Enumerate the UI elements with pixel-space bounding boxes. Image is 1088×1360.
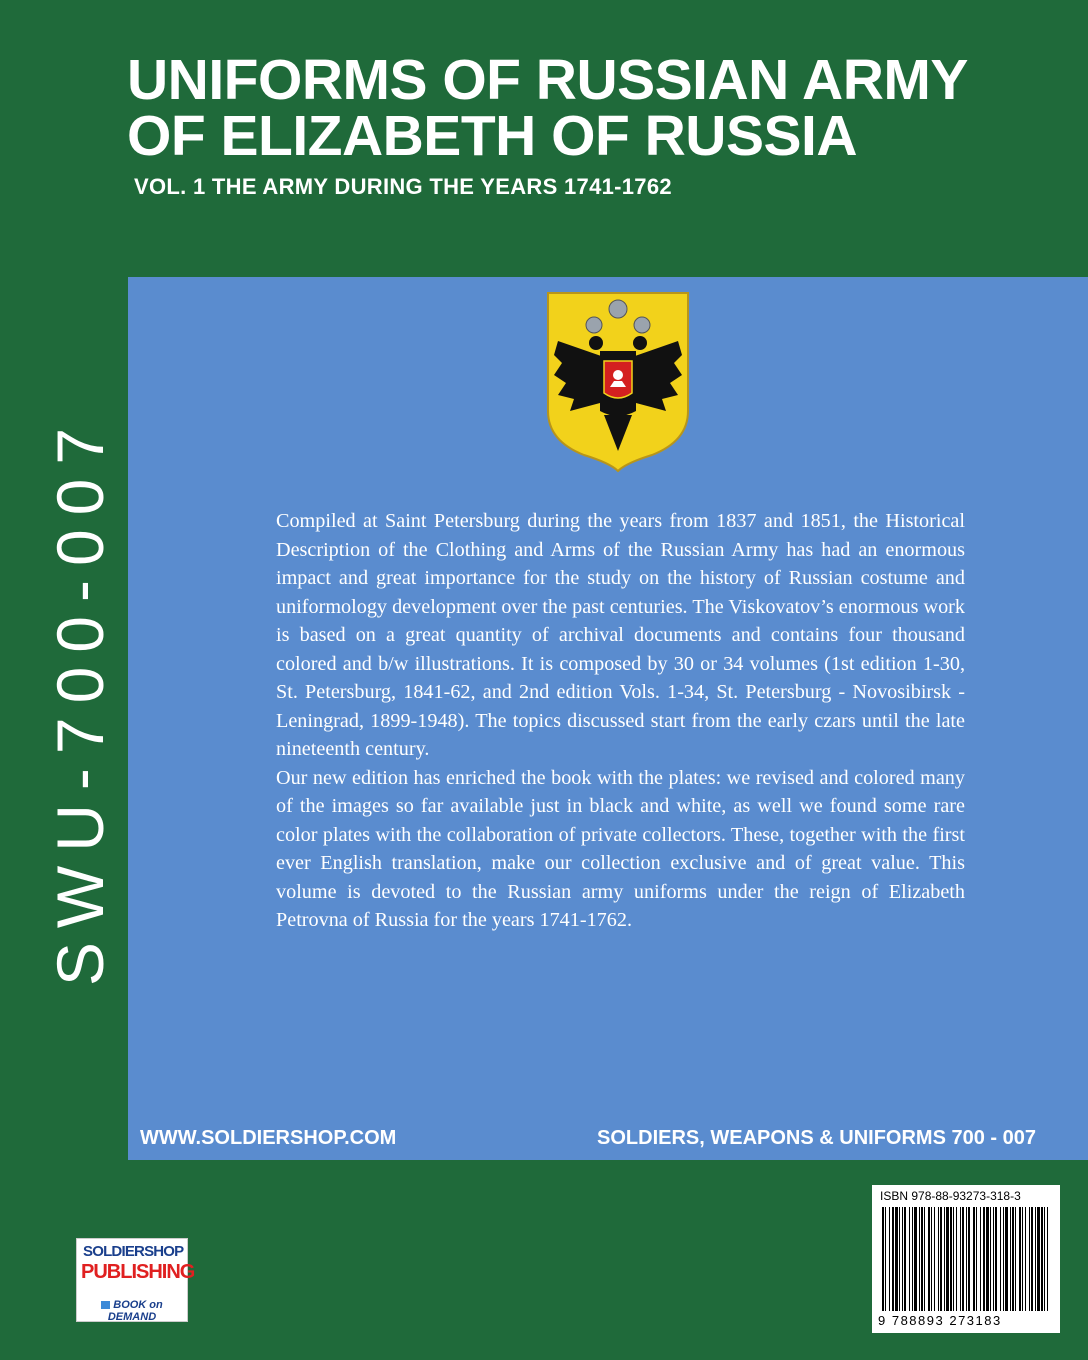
barcode-bar: [892, 1207, 894, 1311]
barcode-bar: [986, 1207, 989, 1311]
barcode-bar: [946, 1207, 949, 1311]
description-paragraph-1: Compiled at Saint Petersburg during the years from 1837 and 1851, the Historical Description of the Clothing and Arms of the Russian Army has had an enormous impact and great importance for the study on the history of Russian costume and uniformology development over the past centuries. The Viskovatov’s enormous work is based on a great quantity of archival documents and contains four thousand colored and b/w illustrations. It is composed by 30 or 34 volumes (1st edition 1-30, St. Petersburg, 1841-62, and 2nd edition Vols. 1-34, St. Petersburg - Novosibirsk - Leningrad, 1899-1948). The topics discussed start from the early czars until the late nineteenth century.: [276, 510, 965, 760]
barcode-bar: [1047, 1207, 1048, 1311]
barcode-bar: [1037, 1207, 1040, 1311]
barcode-bar: [993, 1207, 994, 1311]
barcode-bar: [950, 1207, 952, 1311]
barcode-bar: [1015, 1207, 1016, 1311]
logo-line-3-text: BOOK on DEMAND: [107, 1299, 163, 1323]
barcode-bar: [968, 1207, 970, 1311]
barcode-bar: [976, 1207, 977, 1311]
barcode-bar: [924, 1207, 925, 1311]
barcode-bar: [983, 1207, 985, 1311]
barcode-bar: [909, 1207, 910, 1311]
barcode-bar: [921, 1207, 923, 1311]
barcode-bar: [973, 1207, 975, 1311]
isbn-barcode: [872, 1185, 1060, 1333]
barcode-bar: [882, 1207, 884, 1311]
barcode-bar: [885, 1207, 886, 1311]
barcode-bar: [1019, 1207, 1021, 1311]
russian-coat-of-arms-emblem: [544, 291, 692, 473]
book-description: [276, 507, 965, 935]
barcode-bar: [889, 1207, 890, 1311]
series-label: SOLDIERS, WEAPONS & UNIFORMS 700 - 007: [597, 1127, 1036, 1149]
barcode-bar: [956, 1207, 957, 1311]
barcode-bar: [914, 1207, 917, 1311]
barcode-bar: [1031, 1207, 1033, 1311]
barcode-bar: [904, 1207, 906, 1311]
barcode-bar: [1012, 1207, 1014, 1311]
barcode-bar: [912, 1207, 913, 1311]
barcode-bar: [962, 1207, 964, 1311]
barcode-bar: [919, 1207, 920, 1311]
description-paragraph-2: Our new edition has enriched the book with the plates: we revised and colored many of the images so far available just in black and white, as well we found some rare color plates with the collaboration of private collectors. These, together with the first ever English translation, make our collection exclusive and of great value. This volume is devoted to the Russian army uniforms under the reign of Elizabeth Petrovna of Russia for the years 1741-1762.: [276, 766, 965, 931]
barcode-bar: [902, 1207, 903, 1311]
logo-line-3: [81, 1299, 183, 1323]
barcode-bar: [966, 1207, 967, 1311]
spine-code-text: SWU-700-007: [43, 413, 117, 987]
barcode-bar: [1000, 1207, 1001, 1311]
logo-line-1: SOLDIERSHOP: [83, 1243, 184, 1260]
description-panel: [128, 277, 1088, 1160]
book-icon: [101, 1301, 110, 1309]
logo-line-2: PUBLISHING: [81, 1261, 195, 1283]
barcode-bar: [940, 1207, 942, 1311]
barcode-bar: [1035, 1207, 1036, 1311]
barcode-bar: [995, 1207, 997, 1311]
barcode-bar: [944, 1207, 945, 1311]
title-line-2: OF ELIZABETH OF RUSSIA: [127, 104, 857, 168]
barcode-bar: [960, 1207, 961, 1311]
barcode-bars: [880, 1207, 1052, 1311]
barcode-bar: [1022, 1207, 1023, 1311]
barcode-bar: [1029, 1207, 1030, 1311]
barcode-bar: [899, 1207, 900, 1311]
barcode-bar: [990, 1207, 991, 1311]
cover-title: [127, 48, 1057, 168]
barcode-bar: [953, 1207, 954, 1311]
ean-digits: 9 788893 273183: [878, 1313, 1002, 1328]
barcode-bar: [980, 1207, 981, 1311]
barcode-bar: [928, 1207, 930, 1311]
barcode-bar: [1044, 1207, 1045, 1311]
barcode-bar: [1025, 1207, 1026, 1311]
barcode-bar: [1010, 1207, 1011, 1311]
barcode-bar: [931, 1207, 932, 1311]
cover-subtitle: VOL. 1 THE ARMY DURING THE YEARS 1741-1762: [134, 174, 672, 199]
barcode-bar: [895, 1207, 898, 1311]
barcode-bar: [1005, 1207, 1008, 1311]
publisher-logo: [76, 1238, 195, 1323]
barcode-bar: [1003, 1207, 1004, 1311]
isbn-text: ISBN 978-88-93273-318-3: [880, 1189, 1021, 1203]
website-url: WWW.SOLDIERSHOP.COM: [140, 1127, 397, 1149]
barcode-bar: [938, 1207, 939, 1311]
barcode-bar: [1041, 1207, 1043, 1311]
spine-code: [20, 380, 140, 1020]
barcode-bar: [934, 1207, 935, 1311]
title-line-1: UNIFORMS OF RUSSIAN ARMY: [127, 48, 968, 112]
